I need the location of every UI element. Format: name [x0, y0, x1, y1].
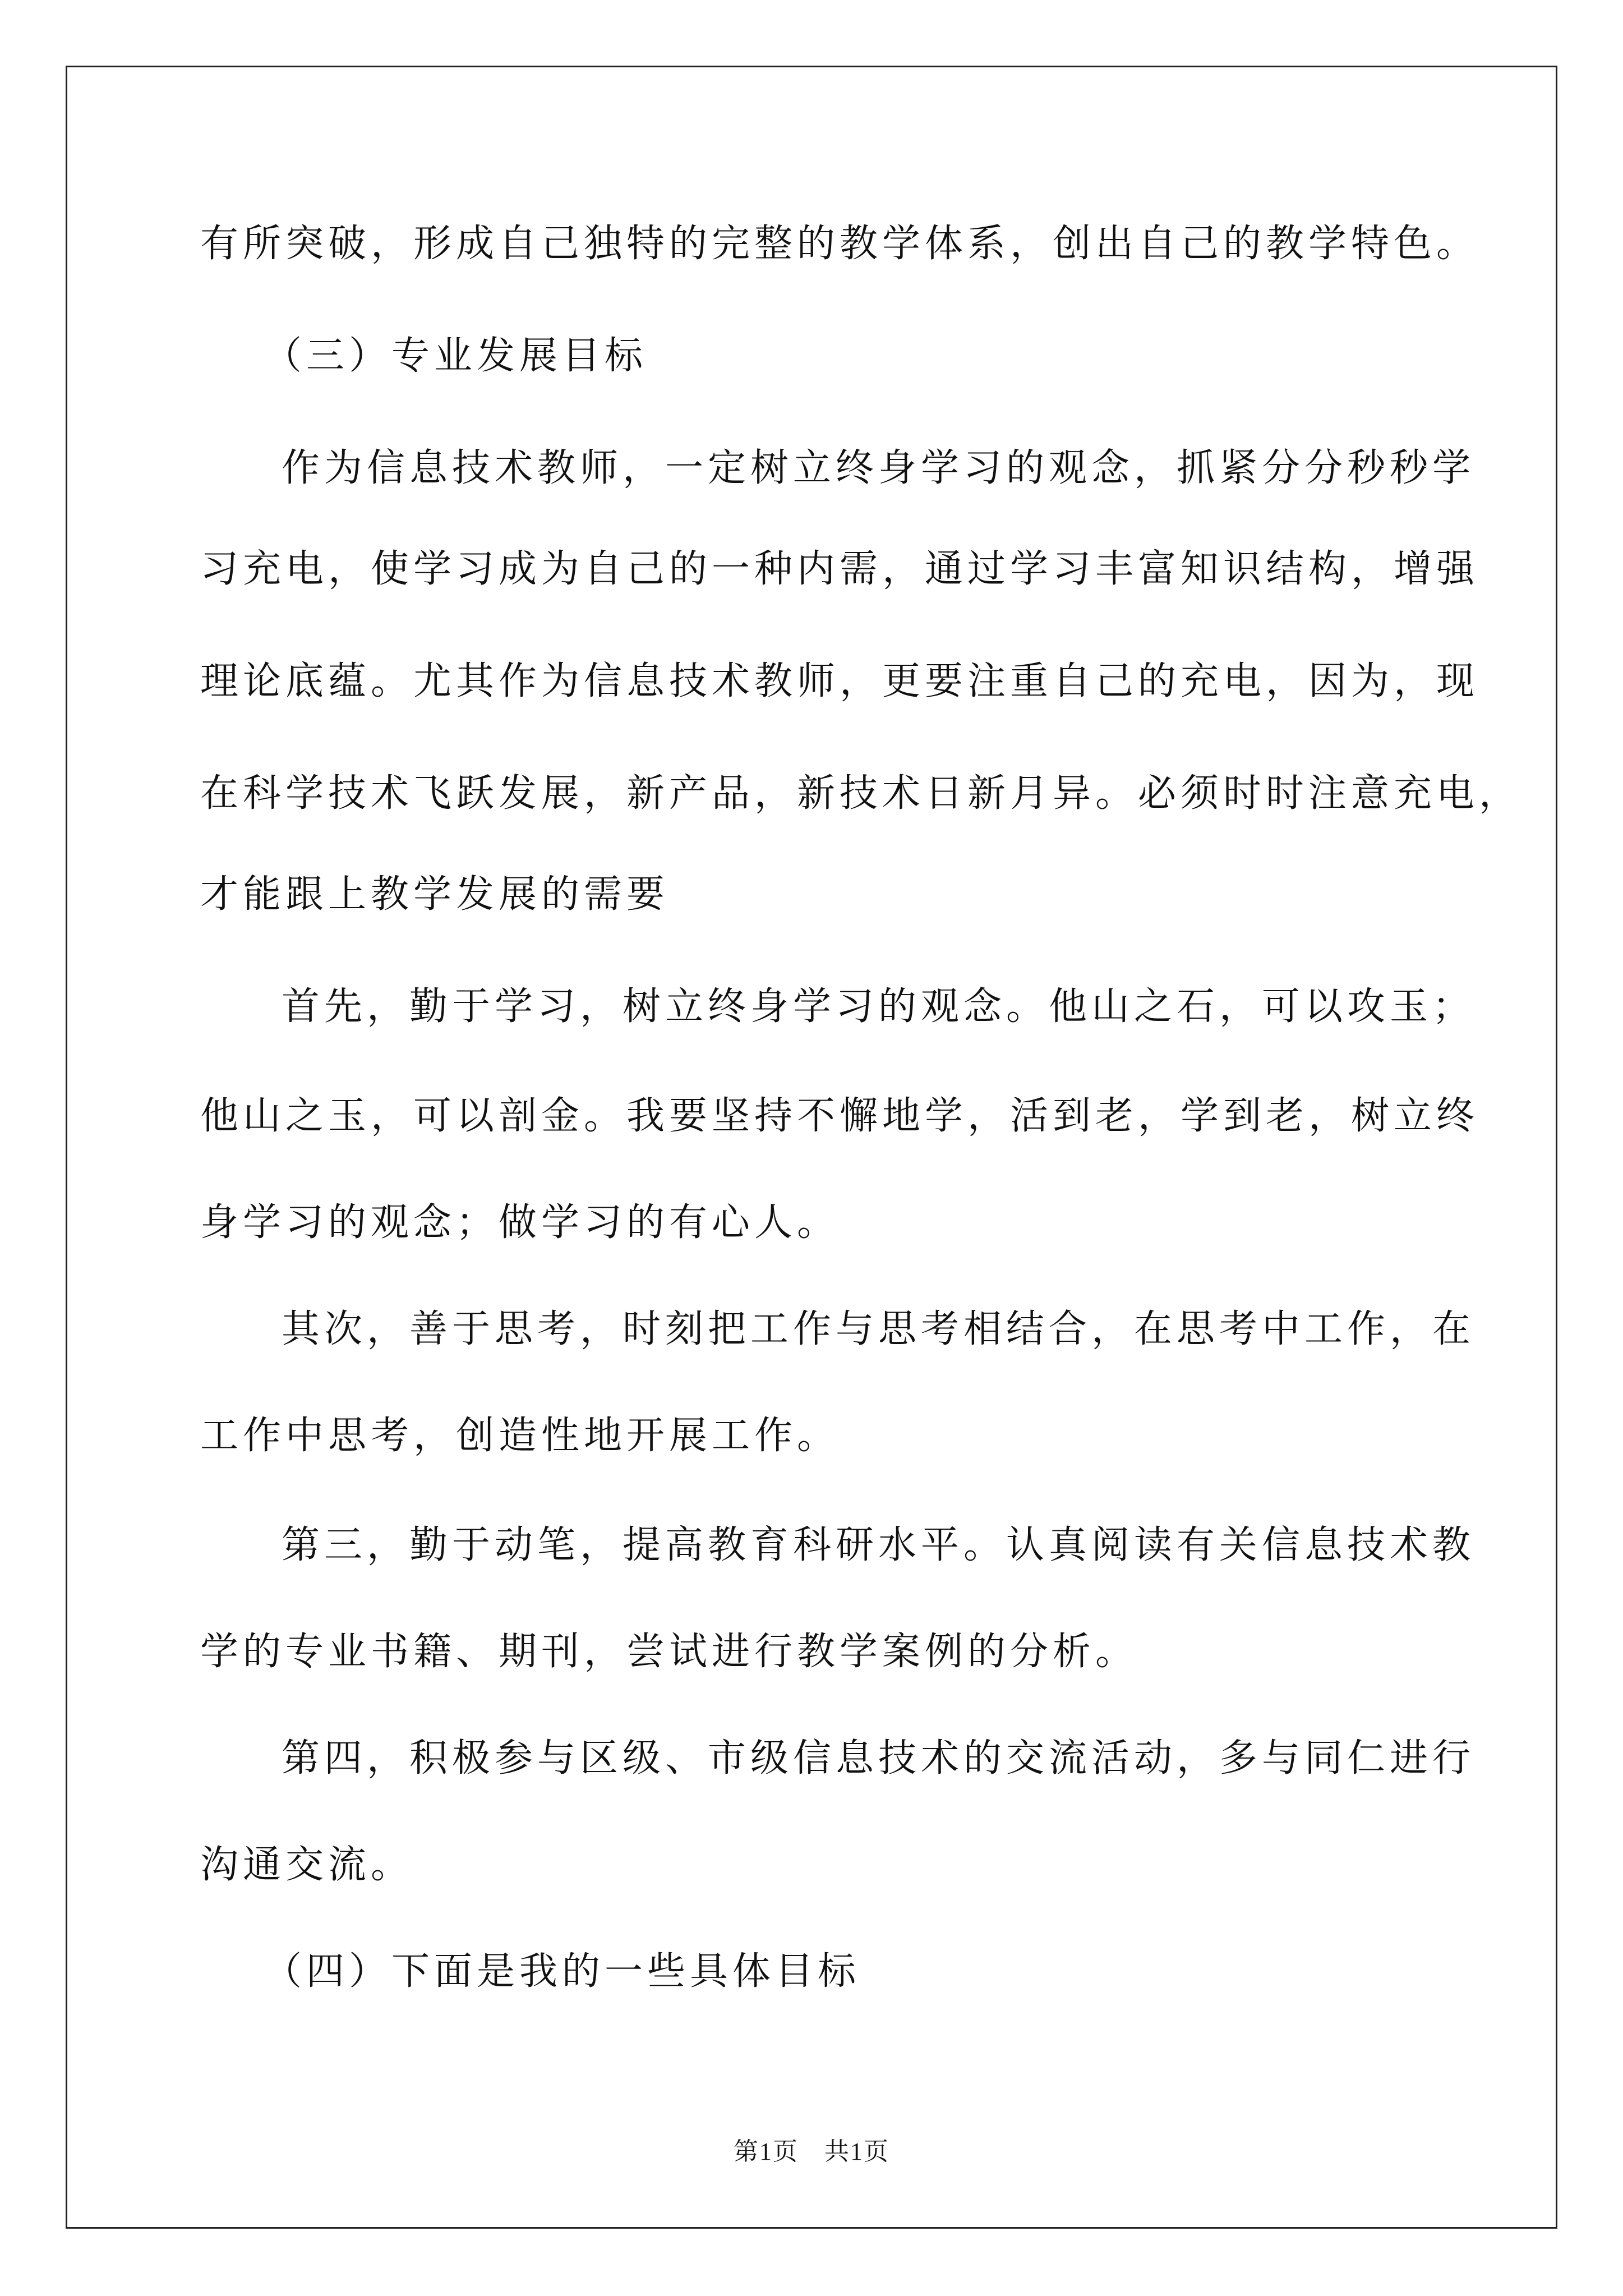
- page-border: [66, 66, 1557, 2229]
- body-text-line: 理论底蕴。尤其作为信息技术教师，更要注重自己的充电，因为，现: [200, 659, 1479, 703]
- section-heading: （四）下面是我的一些具体目标: [264, 1949, 861, 1994]
- body-text-line: 第三，勤于动笔，提高教育科研水平。认真阅读有关信息技术教: [282, 1523, 1476, 1567]
- body-text-line: 沟通交流。: [200, 1843, 414, 1887]
- body-text-line: 他山之玉，可以剖金。我要坚持不懈地学，活到老，学到老，树立终: [200, 1094, 1479, 1138]
- body-text-line: 身学习的观念；做学习的有心人。: [200, 1200, 840, 1245]
- body-text-line: 学的专业书籍、期刊，尝试进行教学案例的分析。: [200, 1630, 1138, 1674]
- body-text-line: 作为信息技术教师，一定树立终身学习的观念，抓紧分分秒秒学: [282, 446, 1476, 490]
- body-text-line: 其次，善于思考，时刻把工作与思考相结合，在思考中工作，在: [282, 1307, 1476, 1351]
- body-text-line: 有所突破，形成自己独特的完整的教学体系，创出自己的教学特色。: [200, 222, 1479, 266]
- page-footer: 第1页 共1页: [734, 2138, 889, 2165]
- body-text-line: 工作中思考，创造性地开展工作。: [200, 1414, 840, 1458]
- body-text-line: 才能跟上教学发展的需要: [200, 872, 670, 917]
- body-text-line: 首先，勤于学习，树立终身学习的观念。他山之石，可以攻玉；: [282, 984, 1476, 1029]
- body-text-line: 习充电，使学习成为自己的一种内需，通过学习丰富知识结构，增强: [200, 547, 1479, 591]
- section-heading: （三）专业发展目标: [264, 334, 648, 378]
- body-text-line: 在科学技术飞跃发展，新产品，新技术日新月异。必须时时注意充电，: [200, 771, 1522, 816]
- body-text-line: 第四，积极参与区级、市级信息技术的交流活动，多与同仁进行: [282, 1736, 1476, 1780]
